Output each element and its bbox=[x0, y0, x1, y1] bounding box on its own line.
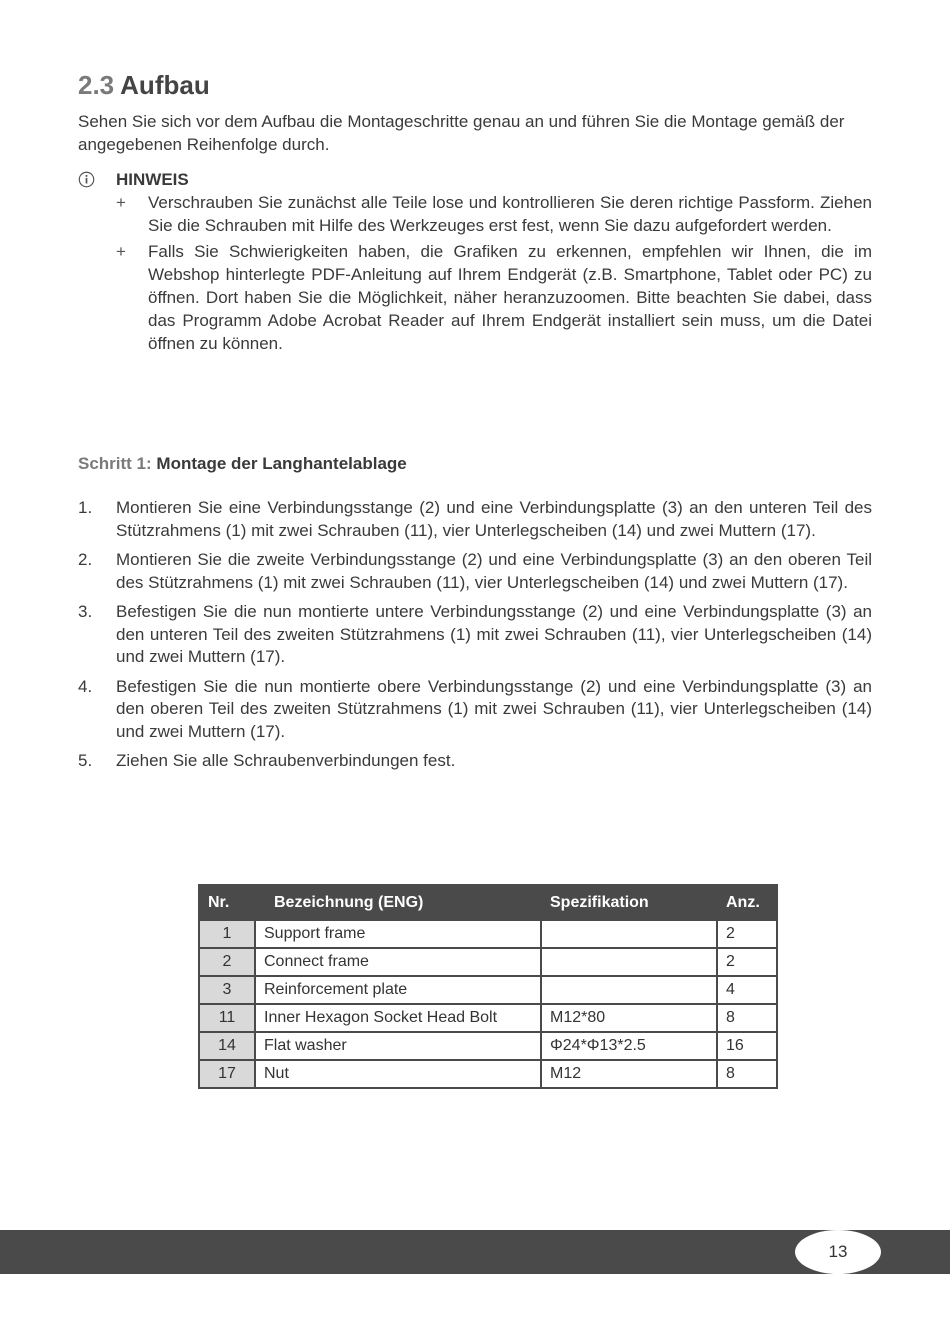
cell-name: Nut bbox=[255, 1060, 541, 1088]
table-row bbox=[199, 1032, 777, 1060]
step-number: 3. bbox=[78, 602, 93, 621]
cell-spec: M12 bbox=[541, 1060, 717, 1088]
page-number: 13 bbox=[795, 1230, 881, 1274]
step-heading bbox=[78, 452, 407, 475]
table-row bbox=[199, 976, 777, 1004]
section-number: 2.3 bbox=[78, 70, 115, 100]
step-text: Montieren Sie eine Verbindungsstange (2) und eine Verbindungsplatte (3) an den unteren Teil des Stützrahmens (1) mit zwei Schrauben (11), vier Unterlegscheiben (14) und zwei Muttern (17). bbox=[116, 498, 872, 540]
plus-marker: + bbox=[116, 193, 126, 212]
header-name: Bezeichnung (ENG) bbox=[255, 885, 541, 920]
step-list bbox=[78, 497, 872, 780]
cell-qty: 2 bbox=[717, 948, 777, 976]
cell-spec bbox=[541, 948, 717, 976]
note-list bbox=[78, 191, 872, 355]
note-item bbox=[78, 191, 872, 237]
step-number: 5. bbox=[78, 751, 93, 770]
cell-nr: 17 bbox=[199, 1060, 255, 1088]
cell-spec bbox=[541, 920, 717, 948]
header-spec: Spezifikation bbox=[541, 885, 717, 920]
cell-nr: 11 bbox=[199, 1004, 255, 1032]
cell-nr: 14 bbox=[199, 1032, 255, 1060]
header-qty: Anz. bbox=[717, 885, 777, 920]
step-text: Montieren Sie die zweite Verbindungsstange (2) und eine Verbindungsplatte (3) an den oberen Teil des Stützrahmens (1) mit zwei Schrauben (11), vier Unterlegscheiben (14) und zwei Muttern (17). bbox=[116, 550, 872, 592]
info-icon bbox=[78, 171, 95, 188]
parts-table bbox=[198, 884, 778, 1089]
cell-qty: 16 bbox=[717, 1032, 777, 1060]
step-item bbox=[78, 497, 872, 542]
cell-name: Support frame bbox=[255, 920, 541, 948]
note-item bbox=[78, 240, 872, 355]
step-text: Befestigen Sie die nun montierte obere Verbindungsstange (2) und eine Verbindungsplatte (3) an den oberen Teil des zweiten Stützrahmens (1) mit zwei Schrauben (11), vier Unterlegscheiben (14) und zwei Muttern (17). bbox=[116, 676, 872, 741]
cell-name: Reinforcement plate bbox=[255, 976, 541, 1004]
cell-qty: 2 bbox=[717, 920, 777, 948]
cell-nr: 2 bbox=[199, 948, 255, 976]
cell-nr: 3 bbox=[199, 976, 255, 1004]
section-heading bbox=[78, 70, 210, 101]
cell-qty: 8 bbox=[717, 1060, 777, 1088]
step-label: Schritt 1: bbox=[78, 454, 152, 473]
step-text: Ziehen Sie alle Schraubenverbindungen fest. bbox=[116, 751, 456, 770]
table-row bbox=[199, 1004, 777, 1032]
step-item bbox=[78, 601, 872, 669]
note-title: HINWEIS bbox=[116, 170, 189, 189]
cell-spec bbox=[541, 976, 717, 1004]
step-number: 1. bbox=[78, 498, 93, 517]
cell-name: Flat washer bbox=[255, 1032, 541, 1060]
cell-spec: M12*80 bbox=[541, 1004, 717, 1032]
note-heading bbox=[116, 168, 872, 191]
step-number: 4. bbox=[78, 676, 93, 696]
table-header-row bbox=[199, 885, 777, 920]
cell-qty: 8 bbox=[717, 1004, 777, 1032]
note-item-text: Verschrauben Sie zunächst alle Teile lose und kontrollieren Sie deren richtige Passform. Ziehen Sie die Schrauben mit Hilfe des Werkzeuges erst fest, wenn Sie dazu aufgefordert werden. bbox=[148, 193, 872, 235]
step-item bbox=[78, 676, 872, 744]
step-text: Befestigen Sie die nun montierte untere Verbindungsstange (2) und eine Verbindungsplatte (3) an den unteren Teil des zweiten Stützrahmens (1) mit zwei Schrauben (11), vier Unterlegscheiben (14) und zwei Muttern (17). bbox=[116, 602, 872, 666]
header-nr: Nr. bbox=[199, 885, 255, 920]
note-item-text: Falls Sie Schwierigkeiten haben, die Grafiken zu erkennen, empfehlen wir Ihnen, die im Webshop hinterlegte PDF-Anleitung auf Ihrem Endgerät (z.B. Smartphone, Tablet oder PC) zu öffnen. Dort haben Sie die Möglichkeit, näher heranzuzoomen. Bitte beachten Sie dabei, dass das Programm Adobe Acrobat Reader auf Ihrem Endgerät installiert sein muss, um die Datei öffnen zu können. bbox=[148, 242, 872, 353]
step-title: Montage der Langhantelablage bbox=[156, 454, 407, 473]
cell-name: Inner Hexagon Socket Head Bolt bbox=[255, 1004, 541, 1032]
note-box bbox=[78, 168, 872, 358]
table-row bbox=[199, 948, 777, 976]
step-item bbox=[78, 750, 872, 773]
step-number: 2. bbox=[78, 550, 93, 569]
table-row bbox=[199, 920, 777, 948]
cell-nr: 1 bbox=[199, 920, 255, 948]
cell-qty: 4 bbox=[717, 976, 777, 1004]
intro-paragraph: Sehen Sie sich vor dem Aufbau die Montageschritte genau an und führen Sie die Montage gemäß der angegebenen Reihenfolge durch. bbox=[78, 112, 845, 154]
step-item bbox=[78, 549, 872, 594]
cell-spec: Φ24*Φ13*2.5 bbox=[541, 1032, 717, 1060]
table-row bbox=[199, 1060, 777, 1088]
cell-name: Connect frame bbox=[255, 948, 541, 976]
section-title: Aufbau bbox=[120, 70, 210, 100]
plus-marker: + bbox=[116, 242, 126, 261]
